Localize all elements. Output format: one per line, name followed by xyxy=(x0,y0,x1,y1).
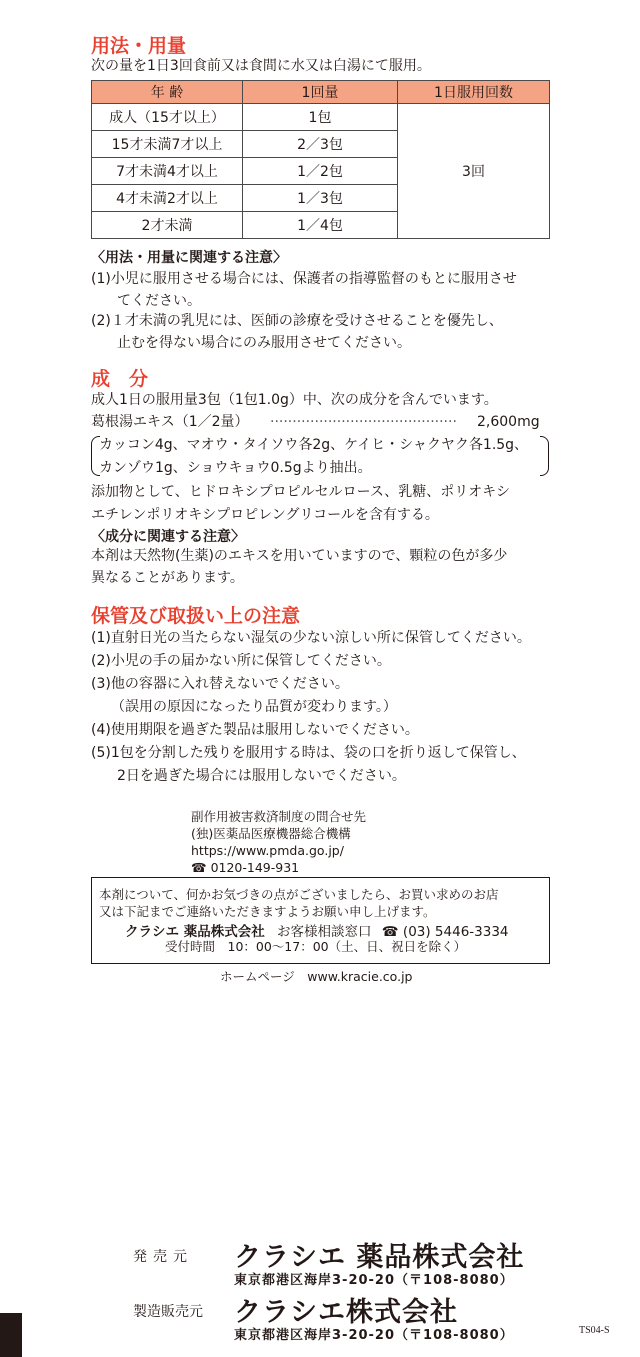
additives-line-1: 添加物として、ヒドロキシプロピルセルロース、乳糖、ポリオキシ xyxy=(91,484,511,500)
usage-caution-2-line2: 止むを得ない場合にのみ服用させてください。 xyxy=(117,335,411,351)
maker-name: クラシエ株式会社 xyxy=(234,1297,458,1328)
herbs-line-1: カッコン4g、マオウ・タイソウ各2g、ケイヒ・シャクヤク各1.5g、 xyxy=(99,437,529,453)
storage-item-3: (3)他の容器に入れ替えないでください。 xyxy=(91,676,349,692)
print-code: TS04-S xyxy=(579,1325,610,1336)
ingredients-heading: 成 分 xyxy=(91,368,149,390)
maker-role: 製造販売元 xyxy=(133,1304,203,1320)
black-margin-bar xyxy=(0,1313,22,1357)
usage-caution-title: 〈用法・用量に関連する注意〉 xyxy=(91,250,287,266)
relief-phone xyxy=(191,860,299,876)
additives-line-2: エチレンポリオキシプロピレングリコールを含有する。 xyxy=(91,507,439,523)
phone-icon: ☎ xyxy=(191,860,207,875)
contact-line-1: 本剤について、何かお気づきの点がございましたら、お買い求めのお店 xyxy=(99,887,499,902)
age-cell: 4才未満2才以上 xyxy=(92,185,243,212)
extract-amount: 2,600mg xyxy=(477,414,540,430)
usage-caution-1 xyxy=(91,268,517,312)
storage-item-5: (5)1包を分割した残りを服用する時は、袋の口を折り返して保管し、 xyxy=(91,745,526,761)
contact-hours: 受付時間 10：00〜17：00（土、日、祝日を除く） xyxy=(165,939,467,954)
dose-cell: 1／2包 xyxy=(243,158,398,185)
ingredients-caution-title: 〈成分に関連する注意〉 xyxy=(91,529,245,545)
usage-caution-2 xyxy=(91,310,503,354)
herbs-line-2: カンゾウ1g、ショウキョウ0.5gより抽出。 xyxy=(99,460,372,476)
usage-caution-2-line1: (2)１才未満の乳児には、医師の診療を受けさせることを優先し、 xyxy=(91,313,503,329)
header-dose: 1回量 xyxy=(243,81,398,104)
ingredients-caution-line-1: 本剤は天然物(生薬)のエキスを用いていますので、顆粒の色が多少 xyxy=(91,548,508,564)
storage-heading: 保管及び取扱い上の注意 xyxy=(91,605,301,627)
age-cell: 成人（15才以上） xyxy=(92,104,243,131)
storage-item-4: (4)使用期限を過ぎた製品は服用しないでください。 xyxy=(91,722,419,738)
storage-item-3-note: （誤用の原因になったり品質が変わります。） xyxy=(111,699,397,715)
table-row xyxy=(92,104,550,131)
extract-dots: ·········································· xyxy=(270,414,457,430)
seller-address: 東京都港区海岸3-20-20（〒108-8080） xyxy=(234,1273,514,1288)
times-cell: 3回 xyxy=(398,104,550,239)
homepage[interactable]: ホームページ www.kracie.co.jp xyxy=(220,969,413,984)
ingredients-caution-line-2: 異なることがあります。 xyxy=(91,570,244,586)
relief-phone-number: 0120-149-931 xyxy=(210,860,300,875)
relief-line-1: 副作用被害救済制度の問合せ先 xyxy=(191,809,367,824)
storage-item-1: (1)直射日光の当たらない湿気の少ない涼しい所に保管してください。 xyxy=(91,630,531,646)
contact-phone: (03) 5446-3334 xyxy=(402,924,509,940)
header-times: 1日服用回数 xyxy=(398,81,550,104)
dosage-table-header xyxy=(92,81,550,104)
relief-url[interactable]: https://www.pmda.go.jp/ xyxy=(191,843,344,858)
dose-cell: 1包 xyxy=(243,104,398,131)
dose-cell: 1／3包 xyxy=(243,185,398,212)
dosage-table xyxy=(91,80,550,239)
phone-icon: ☎ xyxy=(381,924,399,940)
usage-intro: 次の量を1日3回食前又は食間に水又は白湯にて服用。 xyxy=(91,58,431,74)
storage-item-2: (2)小児の手の届かない所に保管してください。 xyxy=(91,653,391,669)
relief-line-2: (独)医薬品医療機器総合機構 xyxy=(191,826,351,841)
contact-window: お客様相談窓口 xyxy=(277,924,372,940)
brace-right xyxy=(540,436,549,476)
maker-address: 東京都港区海岸3-20-20（〒108-8080） xyxy=(234,1328,514,1343)
seller-name: クラシエ 薬品株式会社 xyxy=(234,1242,525,1273)
usage-caution-1-line1: (1)小児に服用させる場合には、保護者の指導監督のもとに服用させ xyxy=(91,271,517,287)
ingredients-intro: 成人1日の服用量3包（1包1.0g）中、次の成分を含んでいます。 xyxy=(91,392,498,408)
usage-caution-1-line2: てください。 xyxy=(117,293,201,309)
storage-item-5-cont: 2日を過ぎた場合には服用しないでください。 xyxy=(117,768,406,784)
contact-company: クラシエ 薬品株式会社 xyxy=(125,924,265,940)
header-age: 年 齢 xyxy=(92,81,243,104)
dose-cell: 1／4包 xyxy=(243,212,398,239)
dose-cell: 2／3包 xyxy=(243,131,398,158)
extract-name: 葛根湯エキス（1／2量） xyxy=(91,414,249,430)
usage-heading: 用法・用量 xyxy=(91,35,187,57)
age-cell: 7才未満4才以上 xyxy=(92,158,243,185)
age-cell: 2才未満 xyxy=(92,212,243,239)
contact-company-row xyxy=(125,920,509,940)
contact-line-2: 又は下記までご連絡いただきますようお願い申し上げます。 xyxy=(99,904,436,919)
age-cell: 15才未満7才以上 xyxy=(92,131,243,158)
seller-role: 発売元 xyxy=(133,1249,193,1265)
